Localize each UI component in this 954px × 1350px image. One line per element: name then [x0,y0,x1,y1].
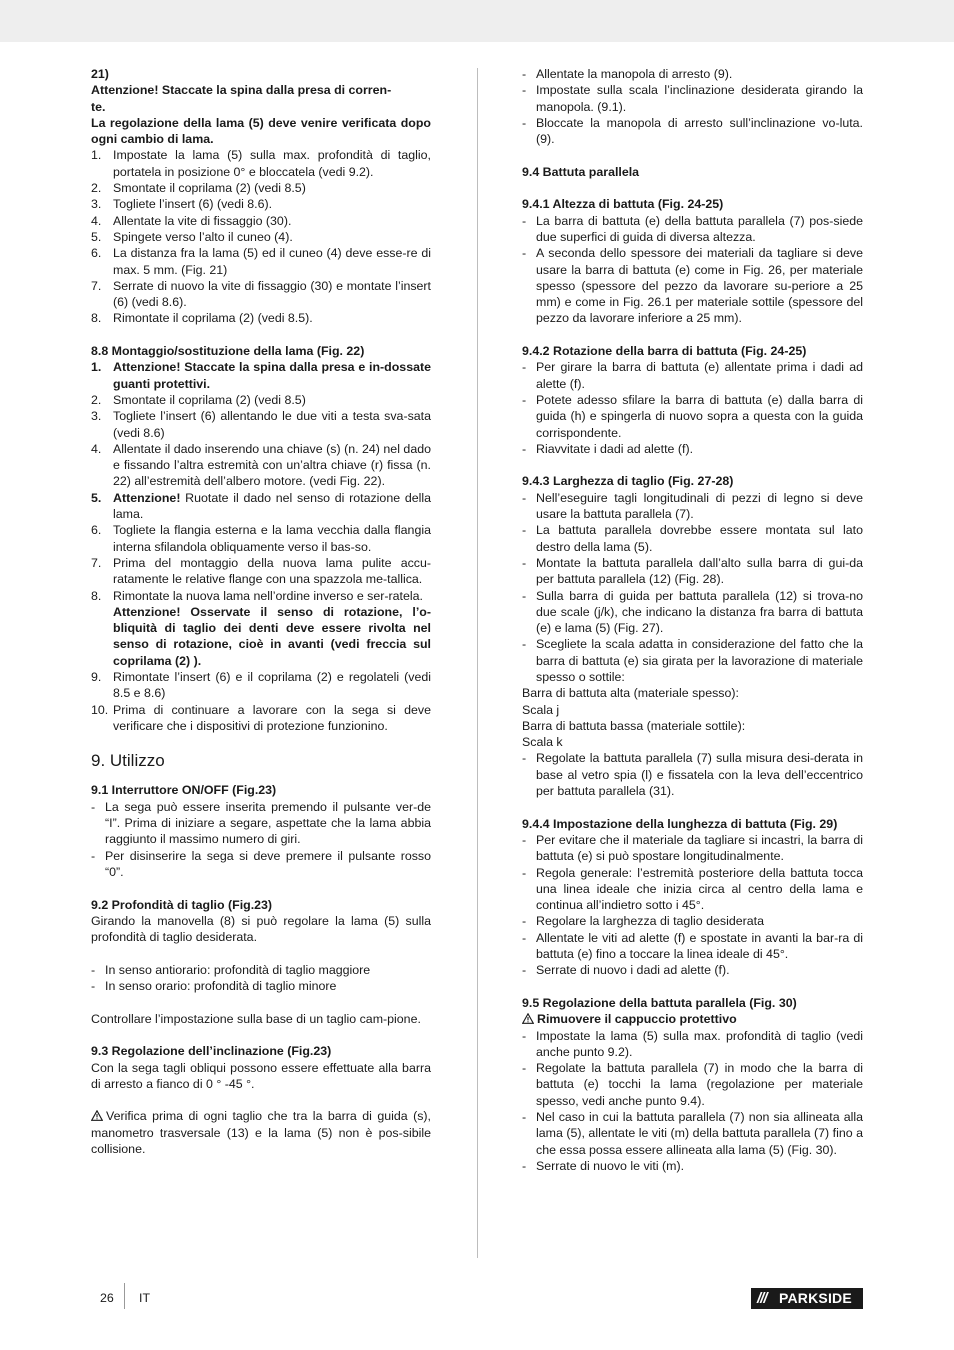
section-heading: 9.4.3 Larghezza di taglio (Fig. 27-28) [522,474,734,489]
footer-divider [124,1283,125,1309]
list-item: 6. Togliete la flangia esterna e la lama vecchia dalla flangia interna sfilandola obliquamente verso il bas-so. [91,523,431,554]
paragraph: Scala k [522,735,563,750]
section-heading: 9.5 Regolazione della battuta parallela (Fig. 30) [522,995,797,1010]
list-item: 1. Impostate la lama (5) sulla max. profondità di taglio, portatela in posizione 0° e bloccatela (vedi 9.2). [91,148,431,179]
page-number: 26 [100,1291,114,1305]
parkside-logo [751,1288,863,1309]
list-item: - In senso antiorario: profondità di taglio maggiore [91,962,371,977]
list-item: - La battuta parallela dovrebbe essere montata sul lato destro della lama (5). [522,523,863,554]
list-item: - Regolare la larghezza di taglio desiderata [522,914,764,929]
right-column [522,66,863,1174]
list-item: - Per disinserire la sega si deve premere il pulsante rosso “0”. [91,848,431,879]
warning-text: Attenzione! Osservate il senso di rotazione, l’o-bliquità di taglio dei denti deve essere rivolta nel senso di rotazione, cioè in avanti (vedi freccia sul coprilama (2) ). [113,604,431,668]
column-divider [477,68,478,1258]
list-item: 7. Prima del montaggio della nuova lama pulite accu-ratamente le relative flange con una spazzola me-tallica. [91,555,431,587]
paragraph: Barra di battuta alta (materiale spesso): [522,686,739,701]
list-item: 4. Allentate il dado inserendo una chiave (s) (n. 24) nel dado e fissando l’altra estremità con un’altra chiave (r) fissa (n. 22) all’estremità dell’albero motore. (vedi Fig. 22). [91,441,431,489]
list-item: 7. Serrate di nuovo la vite di fissaggio (30) e montate l’insert (6) (vedi 8.6). [91,278,431,310]
top-band [0,0,954,42]
section-heading: 9.4.4 Impostazione della lunghezza di battuta (Fig. 29) [522,816,838,831]
list-item: 6. La distanza fra la lama (5) ed il cuneo (4) deve esse-re di max. 5 mm. (Fig. 21) [91,246,431,277]
list-item: - Regolate la battuta parallela (7) sulla misura desi-derata in base al vetro spia (l) e fissatela con la leva dell’eccentrico per battuta parallela (31). [522,751,863,799]
list-item: - Nel caso in cui la battuta parallela (7) non sia allineata alla lama (5), allentate le viti (m) della battuta parallela (7) fino a che essa possa essere allineata alla lama (5) (Fig. 30). [522,1110,863,1157]
section-heading: 9.4 Battuta parallela [522,164,640,179]
list-item: - Serrate di nuovo i dadi ad alette (f). [522,963,730,978]
warning-text-2: La regolazione della lama (5) deve venire verificata dopo ogni cambio di lama. [91,115,431,147]
list-item: - Serrate di nuovo le viti (m). [522,1158,685,1173]
language-code: IT [139,1291,151,1305]
section-heading: 9.4.1 Altezza di battuta (Fig. 24-25) [522,197,724,212]
list-item: - Allentate la manopola di arresto (9). [522,67,733,81]
list-item: - Riavvitate i dadi ad alette (f). [522,441,694,456]
list-item: - Impostate sulla scala l’inclinazione desiderata girando la manopola. (9.1). [522,83,863,114]
list-item: 2. Smontate il coprilama (2) (vedi 8.5) [91,392,306,407]
paragraph: Girando la manovella (8) si può regolare la lama (5) sulla profondità di taglio desiderata. [91,913,431,945]
list-item: - Potete adesso sfilare la barra di battuta (e) dalla barra di guida (h) e spingerla di nuovo sopra a questa con la guida corrispondente. [522,392,863,440]
left-column [91,66,431,1157]
chapter-heading: 9. Utilizzo [91,751,165,771]
section-heading: 8.8 Montaggio/sostituzione della lama (Fig. 22) [91,344,365,359]
warning-paragraph: Verifica prima di ogni taglio che tra la barra di guida (s), manometro trasversale (13) e la lama (5) non è pos-sibile collisione. [91,1109,431,1156]
warning-triangle-icon [522,1013,534,1024]
warning-triangle-icon [91,1110,103,1121]
logo-slashes: /// [757,1290,767,1307]
list-item: - Regolate la battuta parallela (7) in modo che la barra di battuta (e) tocchi la lama (regolazione per materiale spesso, vedi anche punto 9.4). [522,1061,863,1108]
list-item: 3. Togliete l’insert (6) (vedi 8.6). [91,197,273,212]
warning-text: Attenzione! Staccate la spina dalla presa di corren- te. [91,83,392,114]
list-item: - La sega può essere inserita premendo il pulsante ver-de “I”. Prima di iniziare a segare, aspettate che la lama abbia raggiunto il massimo numero di giri. [91,799,431,847]
paragraph: Barra di battuta bassa (materiale sottile): [522,718,746,733]
section-heading: 9.2 Profondità di taglio (Fig.23) [91,897,273,912]
list-item: - Regola generale: l’estremità posteriore della battuta tocca una linea ideale che inizia circa al centro della lama e continua all’indietro sotto i 45°. [522,865,863,913]
list-item: - Sulla barra di guida per battuta parallela (12) si trova-no due scale (j/k), che indicano la distanza fra barra di battuta (e) e lama (5) (Fig. 27). [522,588,863,636]
warning-text: Rimuovere il cappuccio protettivo [522,1011,863,1027]
list-item: - Impostate la lama (5) sulla max. profondità di taglio (vedi anche punto 9.2). [522,1028,863,1059]
list-item: 9. Rimontate l’insert (6) e il coprilama (2) e regolateli (vedi 8.5 e 8.6) [91,669,431,701]
list-item: 1. Attenzione! Staccate la spina dalla presa e in-dossate guanti protettivi. [91,360,431,391]
list-item: - Montate la battuta parallela dall’alto sulla barra di gui-da per battuta parallela (12) (Fig. 28). [522,555,863,587]
list-item: 8. Rimontate la nuova lama nell’ordine inverso e ser-ratela. [91,588,423,603]
section-heading: 9.1 Interruttore ON/OFF (Fig.23) [91,783,277,798]
paragraph: Con la sega tagli obliqui possono essere effettuate alla barra di arresto a fianco di 0 ° -45 °. [91,1060,431,1091]
list-item: - Bloccate la manopola di arresto sull’inclinazione vo-luta. (9). [522,115,863,147]
paragraph: Scala j [522,702,560,717]
numbered-list [91,147,431,326]
list-item: 10. Prima di continuare a lavorare con la sega si deve verificare che i dispositivi di protezione funzionino. [91,702,431,733]
section-heading: 9.4.2 Rotazione della barra di battuta (Fig. 24-25) [522,344,807,359]
list-item: - In senso orario: profondità di taglio minore [91,979,337,994]
step-number: 21) [91,67,109,81]
list-item: - Per evitare che il materiale da tagliare si incastri, la barra di battuta (e) si può spostare longitudinalmente. [522,832,863,864]
list-item: 4. Allentate la vite di fissaggio (30). [91,213,292,228]
list-item: - Per girare la barra di battuta (e) allentate prima i dadi ad alette (f). [522,360,863,391]
list-item: 3. Togliete l’insert (6) allentando le due viti a testa sva-sata (vedi 8.6) [91,409,431,440]
logo-text: PARKSIDE [779,1290,852,1306]
list-item: - La barra di battuta (e) della battuta parallela (7) pos-siede due superfici di guida di diversa altezza. [522,213,863,244]
paragraph: Controllare l’impostazione sulla base di un taglio cam-pione. [91,1011,421,1026]
list-item: 2. Smontate il coprilama (2) (vedi 8.5) [91,181,306,196]
list-item: - Scegliete la scala adatta in considerazione del fatto che la barra di battuta (e) sia girata per la lavorazione di materiale spesso o sottile: [522,637,863,684]
list-item: - Allentate le viti ad alette (f) e spostate in avanti la bar-ra di battuta (e) fino a toccare la linea ideale di 45°. [522,930,863,962]
list-item: 5. Spingete verso l’alto il cuneo (4). [91,229,293,244]
section-heading: 9.3 Regolazione dell’inclinazione (Fig.23) [91,1044,332,1059]
list-item: - Nell’eseguire tagli longitudinali di pezzi di legno si deve usare la battuta parallela (7). [522,490,863,522]
list-item: - A seconda dello spessore dei materiali da tagliare si deve usare la barra di battuta (e) come in Fig. 26, per materiale spesso (spessore del pezzo da lavorare su-periore a 25 mm) e come in Fig. 26.1 per materiale sottile (spessore del pezzo da lavorare inferiore a 25 mm). [522,246,863,326]
list-item: 5. Attenzione! Ruotate il dado nel senso di rotazione della lama. [91,490,431,522]
list-item: 8. Rimontate il coprilama (2) (vedi 8.5). [91,311,313,326]
